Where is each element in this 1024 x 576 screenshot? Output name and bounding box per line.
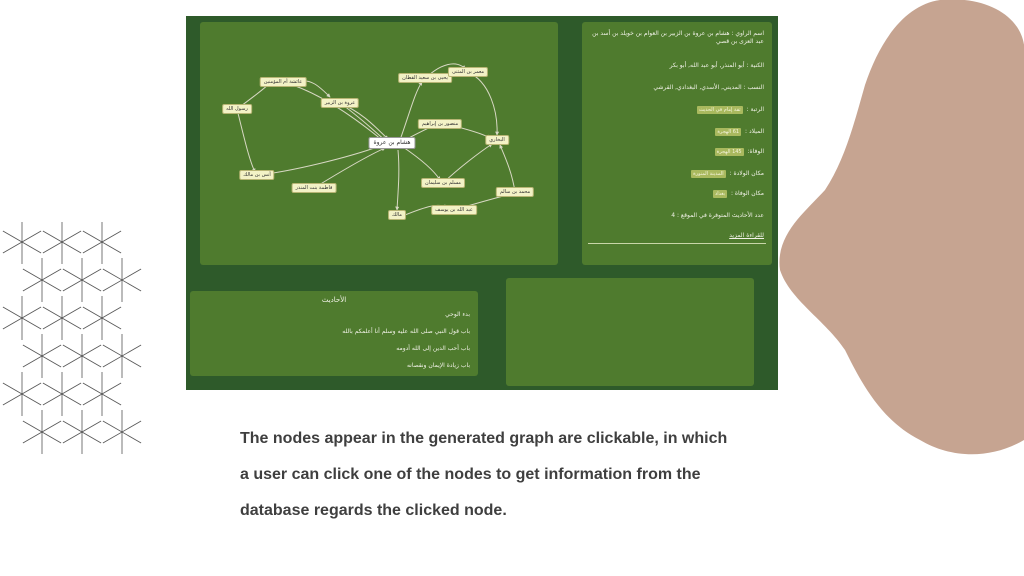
read-more-underline [588,243,766,244]
graph-node[interactable]: البخاري [485,135,509,145]
hadith-list-title: الأحاديث [321,296,347,304]
graph-node[interactable]: مالك [388,210,406,220]
graph-edge [403,147,440,180]
graph-node[interactable]: يحيى بن سعيد القطان [398,73,452,83]
caption-line: a user can click one of the nodes to get information from the [240,466,701,483]
graph-node[interactable]: عروة بن الزبير [321,98,359,108]
graph-node[interactable]: منصور بن إبراهيم [418,119,462,129]
graph-node[interactable]: مسلم بن سليمان [421,178,465,188]
death-label: الوفاة: [747,148,764,155]
graph-node[interactable]: فاطمة بنت المنذر [292,183,337,193]
birthplace-badge: المدينة المنورة [693,171,724,177]
birth-badge: 61 الهجرة [717,129,740,135]
graph-node[interactable]: أنس بن مالك [239,170,274,180]
narrator-rank [697,106,764,114]
app-screenshot [186,16,778,390]
narrator-birth [715,128,764,136]
hadith-item[interactable]: باب قول النبي صلى الله عليه وسلم أنا أعلمكم بالله [342,328,470,335]
graph-edge [397,150,399,210]
birth-label: الميلاد : [745,128,764,135]
hadith-count-value: 4 [671,212,676,219]
narrator-nasab: النسب : المديني, الأسدي, البغدادي, القرشي [653,84,764,91]
hex-line-pattern [0,222,150,462]
graph-node[interactable]: عبد الله بن يوسف [431,205,477,215]
graph-edge [314,148,385,188]
graph-edge [468,72,497,135]
caption [240,424,800,532]
deathplace-badge: بغداد [714,191,726,197]
death-badge: 145 الهجرة [716,149,742,155]
narrator-death [715,148,764,156]
hadith-item[interactable]: باب زيادة الإيمان ونقصانه [406,362,470,369]
narrator-birthplace [691,170,764,178]
graph-edge [400,82,422,140]
graph-node[interactable]: رسول الله [222,104,252,114]
narrator-name: اسم الراوي : هشام بن عروة بن الزبير بن العوام بن خويلد بن أسد بن عبد العزى بن قصي [592,30,764,45]
graph-edge [500,145,515,192]
read-more-link[interactable]: للقراءة المزيد [729,232,764,239]
empty-content-panel [506,278,754,386]
hadith-count [671,212,764,220]
hadith-count-label: عدد الأحاديث المتوفرة في الموقع : [676,212,764,219]
graph-node[interactable]: محمد بن سالم [496,187,534,197]
rank-label: الرتبة : [746,106,764,113]
hadith-list-panel [190,291,478,376]
deathplace-label: مكان الوفاة : [730,190,764,197]
graph-node[interactable]: عائشة أم المؤمنين [260,77,307,87]
graph-edge [237,109,255,172]
birthplace-label: مكان الولادة : [729,170,764,177]
graph-node-center[interactable]: هشام بن عروة [368,137,415,149]
caption-line: The nodes appear in the generated graph are clickable, in which [240,430,728,447]
narrator-deathplace [713,190,764,198]
narrator-kunya: الكنية : أبو المنذر, أبو عبد الله, أبو بكر [669,62,764,69]
caption-line: database regards the clicked node. [240,502,507,519]
hadith-item[interactable]: بدء الوحي [445,311,470,318]
graph-panel [200,22,558,265]
narrator-info-panel [582,22,772,265]
graph-edge [340,103,385,140]
graph-edge [283,82,382,140]
graph-node[interactable]: معمر بن المثنى [448,67,488,77]
blob-shape [779,0,1024,576]
hadith-item[interactable]: باب أحب الدين إلى الله أدومه [396,345,470,352]
rank-badge: ثقة إمام في الحديث [698,107,741,113]
